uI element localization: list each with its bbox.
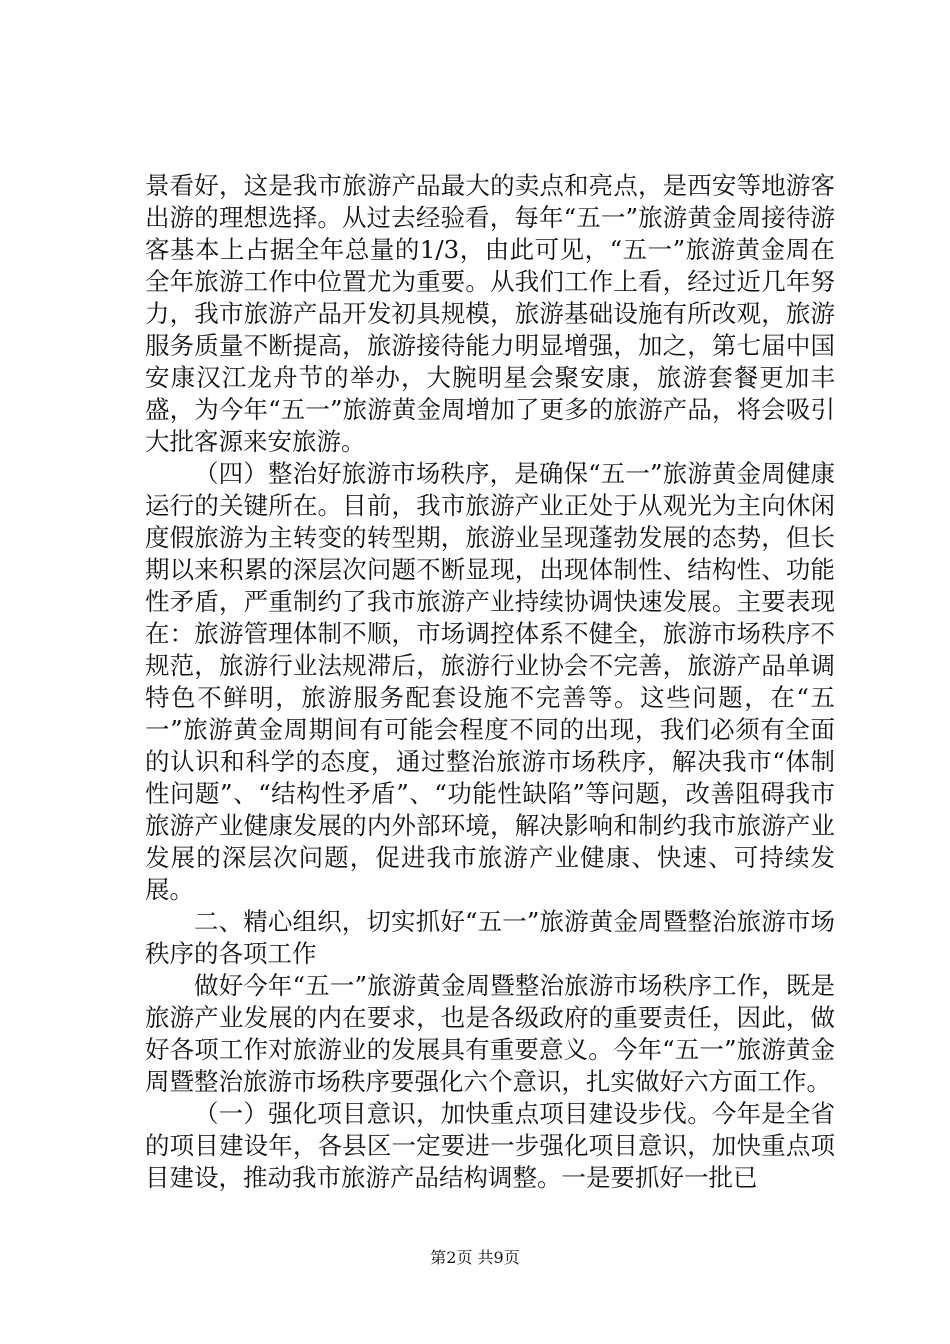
page-number-footer: 第2页 共9页 — [430, 1248, 520, 1267]
body-text — [145, 170, 835, 1194]
section-heading: 二、精心组织，切实抓好“五一”旅游黄金周暨整治旅游市场秩序的各项工作 — [145, 907, 835, 968]
paragraph-4: （一）强化项目意识，加快重点项目建设步伐。今年是全省的项目建设年，各县区一定要进一步强化项目意识，加快重点项目建设，推动我市旅游产品结构调整。一是要抓好一批已 — [145, 1099, 835, 1192]
paragraph-1: 景看好，这是我市旅游产品最大的卖点和亮点，是西安等地游客出游的理想选择。从过去经验看，每年“五一”旅游黄金周接待游客基本上占据全年总量的1/3，由此可见，“五一”旅游黄金周在全年旅游工作中位置尤为重要。从我们工作上看，经过近几年努力，我市旅游产品开发初具规模，旅游基础设施有所改观，旅游服务质量不断提高，旅游接待能力明显增强，加之，第七届中国安康汉江龙舟节的举办，大腕明星会聚安康，旅游套餐更加丰盛，为今年“五一”旅游黄金周增加了更多的旅游产品，将会吸引大批客源来安旅游。 — [145, 171, 835, 456]
paragraph-3: 做好今年“五一”旅游黄金周暨整治旅游市场秩序工作，既是旅游产业发展的内在要求，也是各级政府的重要责任，因此，做好各项工作对旅游业的发展具有重要意义。今年“五一”旅游黄金周暨整治旅游市场秩序要强化六个意识，扎实做好六方面工作。 — [145, 971, 835, 1096]
paragraph-2: （四）整治好旅游市场秩序，是确保“五一”旅游黄金周健康运行的关键所在。目前，我市旅游产业正处于从观光为主向休闲度假旅游为主转变的转型期，旅游业呈现蓬勃发展的态势，但长期以来积累的深层次问题不断显现，出现体制性、结构性、功能性矛盾，严重制约了我市旅游产业持续协调快速发展。主要表现在：旅游管理体制不顺，市场调控体系不健全，旅游市场秩序不规范，旅游行业法规滞后，旅游行业协会不完善，旅游产品单调特色不鲜明，旅游服务配套设施不完善等。这些问题，在“五一”旅游黄金周期间有可能会程度不同的出现，我们必须有全面的认识和科学的态度，通过整治旅游市场秩序，解决我市“体制性问题”、“结构性矛盾”、“功能性缺陷”等问题，改善阻碍我市旅游产业健康发展的内外部环境，解决影响和制约我市旅游产业发展的深层次问题，促进我市旅游产业健康、快速、可持续发展。 — [145, 459, 835, 904]
